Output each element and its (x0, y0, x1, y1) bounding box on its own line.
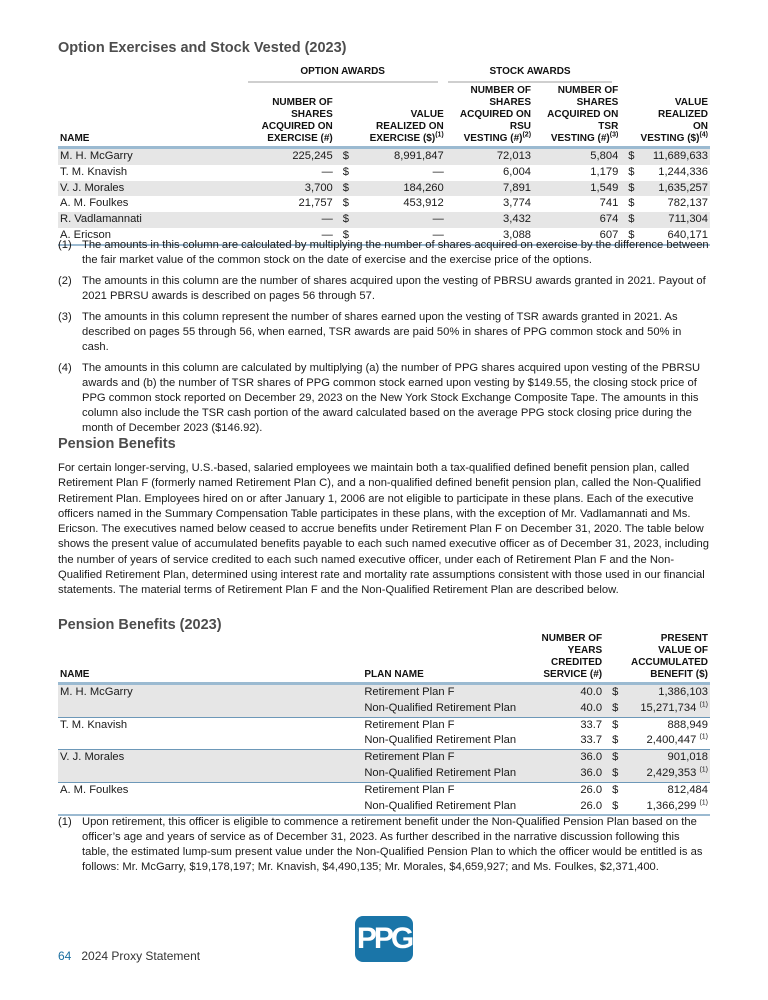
table-row: A. M. Foulkes 21,757 $ 453,912 3,774 741 $ 782,137 (60, 197, 708, 210)
footnote: (1) The amounts in this column are calculated by multiplying the number of shares acquired on exercise by the difference between the fair market value of the common stock on the date of exercise and the exercise price of the options. (58, 239, 709, 266)
col-header-rsu-shares: NUMBER OF SHARES ACQUIRED ON RSU VESTING (#)$^{(2)}$ (446, 85, 533, 148)
section-title-option-exercises: Option Exercises and Stock Vested (2023) (58, 40, 347, 56)
pension-benefits-paragraph: For certain longer-serving, U.S.-based, salaried employees we maintain both a tax-qualified defined benefit pension plan, called Retirement Plan F (formerly named Retirement Plan C), and a non-qualified defined benefit pension plan, called the Non-Qualified Retirement Plan. Employees hired on or after January 1, 2006 are not eligible to participate in these plans. Each of the executive officers named in the Summary Compensation Table participates in these plans, with the exception of Mr. Vadlamannati and Ms. Ericson. The executives named below ceased to accrue benefits under Retirement Plan F on December 31, 2020. The table below shows the present value of accumulated benefits payable to each such named executive officer as of December 31, 2023, including the number of years of service credited to each such named executive officer, under each of Retirement Plan F and the Non-Qualified Retirement Plan, determined using interest rate and mortality rate assumptions consistent with those used in our financial statements. The material terms of Retirement Plan F and the Non-Qualified Retirement Plan are described below. (58, 462, 709, 597)
col-header-opt-value: VALUE REALIZED ON EXERCISE ($)$^{(1)}$ (335, 85, 446, 148)
ppg-logo-icon: PPG (355, 916, 413, 962)
col-header-name: NAME (58, 633, 362, 684)
option-exercises-table (58, 66, 710, 246)
col-header-tsr-shares: NUMBER OF SHARES ACQUIRED ON TSR VESTING (#)$^{(3)}$ (533, 85, 620, 148)
col-header-name: NAME (58, 85, 246, 148)
col-header-vest-value: VALUE REALIZED ON VESTING ($)$^{(4)}$ (620, 85, 710, 148)
group-header-option-awards: OPTION AWARDS (246, 66, 446, 85)
footnote: (4) The amounts in this column are calculated by multiplying (a) the number of PPG shares acquired upon vesting of the PBRSU awards and (b) the number of TSR shares of PPG common stock earned upon vesting by $149.55, the closing stock price of PPG common stock reported on December 29, 2023 on the New York Stock Exchange Composite Tape. The amounts in this column also include the TSR cash portion of the award calculated based on the average PPG stock closing price during the month of December 2023 ($146.92). (58, 362, 701, 434)
table-row: M. H. McGarry Retirement Plan F 40.0 $ 1,386,103 (58, 684, 710, 701)
table-row: T. M. Knavish — $ — 6,004 1,179 $ 1,244,336 (60, 165, 708, 178)
page-footer (58, 949, 200, 963)
col-header-plan-name: PLAN NAME (362, 633, 536, 684)
pension-footnotes (58, 815, 710, 881)
col-header-opt-shares: NUMBER OF SHARES ACQUIRED ON EXERCISE (#) (246, 85, 335, 148)
table-row: R. Vadlamannati — $ — 3,432 674 $ 711,304 (58, 212, 710, 228)
table-row: Non-Qualified Retirement Plan 36.0 $ 2,429,353 $^{(1)}$ (58, 766, 710, 782)
footnote: (3) The amounts in this column represent the number of shares earned upon the vesting of TSR awards granted in 2021. As described on pages 55 through 56, when earned, TSR awards are paid 50% in shares of PPG common stock and 50% in cash. (58, 311, 682, 353)
footnote: (1) Upon retirement, this officer is eligible to commence a retirement benefit under the Non-Qualified Pension Plan based on the officer’s age and years of service as of December 31, 2023. As further described in the narrative discussion following this table, the estimated lump-sum present value under the Non-Qualified Pension Plan to which the officer would be entitled is as follows: Mr. McGarry, $19,178,197; Mr. Knavish, $4,490,135; Mr. Morales, $4,659,927; and Ms. Foulkes, $2,371,400. (58, 816, 703, 873)
table-row: V. J. Morales Retirement Plan F 36.0 $ 901,018 (58, 750, 710, 766)
col-header-years: NUMBER OF YEARS CREDITED SERVICE (#) (536, 633, 604, 684)
table-row: V. J. Morales 3,700 $ 184,260 7,891 1,549 $ 1,635,257 (58, 181, 710, 197)
table-row: T. M. Knavish Retirement Plan F 33.7 $ 888,949 (60, 718, 708, 731)
pension-benefits-table (58, 633, 710, 816)
option-exercises-footnotes (58, 238, 710, 442)
section-title-pension-benefits-2023: Pension Benefits (2023) (58, 617, 222, 633)
group-header-stock-awards: STOCK AWARDS (446, 66, 621, 85)
table-row: M. H. McGarry 225,245 $ 8,991,847 72,013 5,804 $ 11,689,633 (58, 148, 710, 165)
footer-label: 2024 Proxy Statement (81, 949, 201, 963)
table-row: Non-Qualified Retirement Plan 33.7 $ 2,400,447 $^{(1)}$ (58, 733, 710, 749)
page-number: 64 (58, 949, 72, 963)
col-header-present-value: PRESENT VALUE OF ACCUMULATED BENEFIT ($) (604, 633, 710, 684)
footnote: (2) The amounts in this column are the number of shares acquired upon the vesting of PBRSU awards granted in 2021. Payout of 2021 PBRSU awards is described on pages 56 through 57. (58, 275, 706, 302)
section-title-pension-benefits: Pension Benefits (58, 436, 176, 452)
table-row: A. M. Foulkes Retirement Plan F 26.0 $ 812,484 (60, 783, 708, 796)
table-row: A. Ericson — $ — 3,088 607 $ 640,171 (58, 228, 710, 245)
table-row: Non-Qualified Retirement Plan 26.0 $ 1,366,299 $^{(1)}$ (58, 799, 710, 816)
table-row: Non-Qualified Retirement Plan 40.0 $ 15,271,734 $^{(1)}$ (58, 701, 710, 717)
